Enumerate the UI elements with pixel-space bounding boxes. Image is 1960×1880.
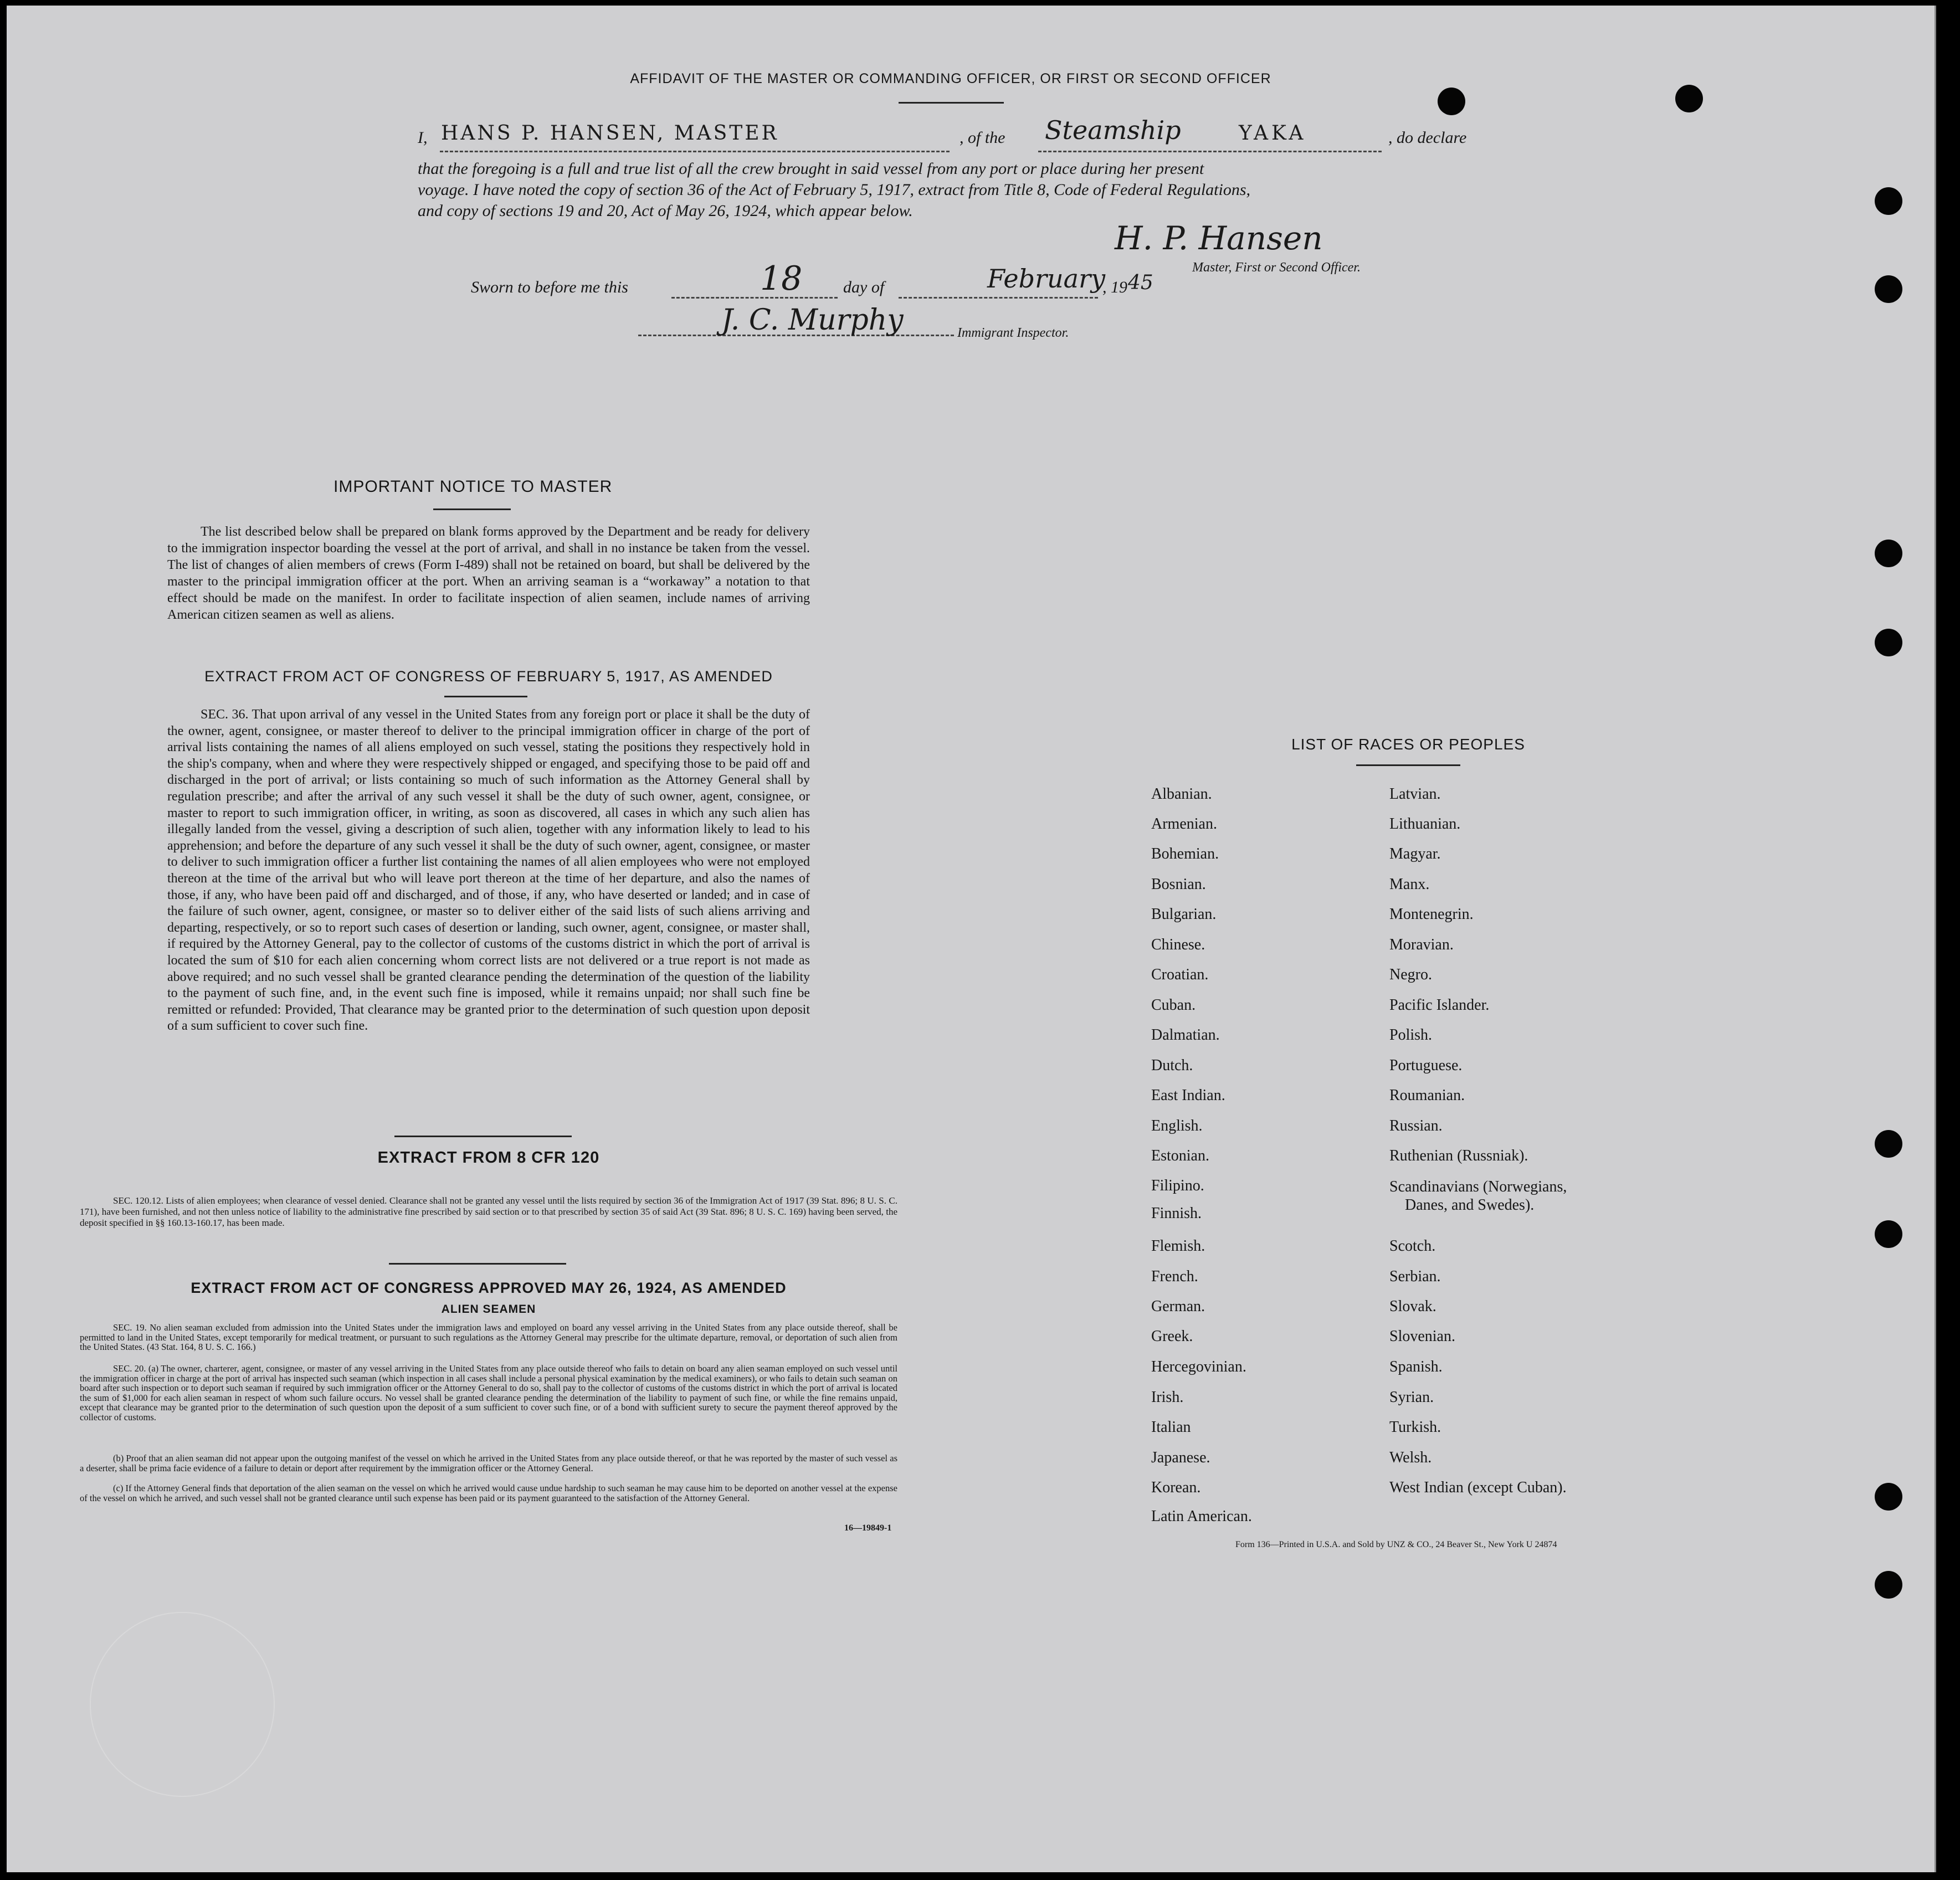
notice-heading: IMPORTANT NOTICE TO MASTER — [333, 477, 613, 496]
race-item: Japanese. — [1151, 1449, 1210, 1466]
act-1924-sec20b: (b) Proof that an alien seaman did not appear upon the outgoing manifest of the vessel on which he arrived in the United States from any place outside thereof, or that he was reported by the master of such vessel as a deserter, shall be prima facie evidence of a failure to detain or deport after requirement by the immigration officer or the Attorney General. — [80, 1453, 897, 1473]
day-line — [671, 297, 838, 299]
race-item: Bulgarian. — [1151, 906, 1217, 923]
race-item: Flemish. — [1151, 1237, 1205, 1255]
race-item: Croatian. — [1151, 966, 1209, 983]
race-item: Montenegrin. — [1389, 906, 1474, 923]
race-item: Dutch. — [1151, 1057, 1193, 1074]
affidavit-line-3: voyage. I have noted the copy of section 36 of the Act of February 5, 1917, extract from Title 8, Code of Federal Regulations, — [418, 181, 1251, 199]
race-item: West Indian (except Cuban). — [1389, 1479, 1567, 1496]
race-item: Bosnian. — [1151, 876, 1206, 893]
sworn-month-value: February — [987, 264, 1106, 294]
master-title-label: Master, First or Second Officer. — [1192, 260, 1361, 275]
act-1924-heading: EXTRACT FROM ACT OF CONGRESS APPROVED MAY 26, 1924, AS AMENDED — [191, 1280, 787, 1296]
punch-hole — [1875, 1483, 1902, 1511]
act-1924-sec19: SEC. 19. No alien seaman excluded from admission into the United States under the immigration laws and employed on board any vessel arriving in the United States from any place outside thereof, shall be permitted to land in the United States, except temporarily for medical treatment, or pursuant to such regulations as the Attorney General may prescribe for the ultimate departure, removal, or deportation of such alien from the United States. (43 Stat. 164, 8 U. S. C. 166.) — [80, 1322, 897, 1352]
race-item: German. — [1151, 1298, 1205, 1315]
race-item: Korean. — [1151, 1479, 1201, 1496]
race-item: Moravian. — [1389, 936, 1454, 953]
race-item: Chinese. — [1151, 936, 1205, 953]
act-1917-heading: EXTRACT FROM ACT OF CONGRESS OF FEBRUARY 5, 1917, AS AMENDED — [204, 668, 773, 685]
form-imprint: Form 136—Printed in U.S.A. and Sold by UNZ & CO., 24 Beaver St., New York U 24874 — [1235, 1540, 1557, 1549]
sworn-day-value: 18 — [760, 259, 803, 298]
race-item: Pacific Islander. — [1389, 996, 1490, 1014]
race-item: Slovenian. — [1389, 1328, 1455, 1345]
divider — [389, 1263, 566, 1265]
alien-seamen-subheading: ALIEN SEAMEN — [441, 1303, 536, 1316]
punch-hole — [1875, 629, 1902, 656]
race-item: Greek. — [1151, 1328, 1193, 1345]
affidavit-line-4: and copy of sections 19 and 20, Act of May 26, 1924, which appear below. — [418, 202, 913, 220]
punch-hole — [1875, 187, 1902, 215]
declare-label: , do declare — [1388, 129, 1467, 147]
race-item: Latvian. — [1389, 785, 1441, 803]
act-1924-sec20c: (c) If the Attorney General finds that deportation of the alien seaman on the vessel on which he arrived would cause undue hardship to such seaman he may cause him to be deported on another vessel at the expense of the vessel on which he arrived, and such vessel shall not be granted clearance until such expense has been paid or its payment guaranteed to the satisfaction of the Attorney General. — [80, 1483, 897, 1503]
race-item: Hercegovinian. — [1151, 1358, 1246, 1375]
vessel-line — [1038, 151, 1382, 152]
race-item: Manx. — [1389, 876, 1430, 893]
day-of-label: day of — [843, 278, 885, 296]
race-item: Estonian. — [1151, 1147, 1209, 1164]
race-item: Latin American. — [1151, 1508, 1252, 1525]
form-number-left: 16—19849-1 — [844, 1523, 892, 1533]
punch-hole — [1875, 1130, 1902, 1158]
punch-hole — [1875, 1220, 1902, 1248]
race-item: Filipino. — [1151, 1177, 1204, 1194]
race-item: Slovak. — [1389, 1298, 1436, 1315]
punch-hole — [1875, 275, 1902, 303]
race-item: Welsh. — [1389, 1449, 1432, 1466]
race-item: French. — [1151, 1268, 1198, 1285]
inspector-signature: J. C. Murphy — [721, 304, 904, 337]
notice-body: The list described below shall be prepared on blank forms approved by the Department and be ready for delivery to the immigration inspector boarding the vessel at the port of arrival, and shall in no instance be taken from the vessel. The list of changes of alien members of crews (Form I-489) shall not be retained on board, but shall be delivered by the master to the principal immigration officer at the port. When an arriving seaman is a “workaway” a notation to that effect should be made on the manifest. In order to facilitate inspection of alien seamen, include names of arriving American citizen seamen as well as aliens. — [167, 525, 810, 622]
race-item: Negro. — [1389, 966, 1432, 983]
race-item: Ruthenian (Russniak). — [1389, 1147, 1528, 1164]
race-item: Irish. — [1151, 1389, 1184, 1406]
races-heading: LIST OF RACES OR PEOPLES — [1291, 736, 1525, 753]
race-item: Polish. — [1389, 1026, 1433, 1044]
embossed-seal — [90, 1612, 275, 1797]
race-item: Albanian. — [1151, 785, 1212, 803]
race-item: Turkish. — [1389, 1419, 1441, 1436]
race-item: Magyar. — [1389, 845, 1441, 862]
race-item: Scotch. — [1389, 1237, 1436, 1255]
race-item: East Indian. — [1151, 1087, 1225, 1104]
sworn-year-value: 45 — [1128, 271, 1153, 294]
race-item: Armenian. — [1151, 815, 1217, 833]
of-the-label: , of the — [960, 129, 1005, 147]
vessel-name-value: YAKA — [1239, 122, 1307, 145]
cfr-heading: EXTRACT FROM 8 CFR 120 — [377, 1149, 600, 1167]
race-item: English. — [1151, 1117, 1203, 1134]
master-name-line — [440, 151, 950, 152]
cfr-body: SEC. 120.12. Lists of alien employees; when clearance of vessel denied. Clearance shall not be granted any vessel until the lists required by section 36 of the Immigration Act of 1917 (39 Stat. 896; 8 U. S. C. 171), have been furnished, and not then unless notice of liability to the administrative fine prescribed by said section or to that prescribed by section 35 of said Act (39 Stat. 896; 8 U. S. C. 169) having been served, the deposit specified in §§ 160.13-160.17, has been made. — [80, 1195, 897, 1228]
race-item: Portuguese. — [1389, 1057, 1463, 1074]
punch-hole — [1438, 88, 1465, 115]
inspector-label: Immigrant Inspector. — [957, 326, 1069, 340]
month-line — [899, 297, 1098, 299]
punch-hole — [1875, 540, 1902, 567]
divider — [444, 696, 527, 697]
divider — [394, 1136, 572, 1137]
year-prefix-label: , 19 — [1102, 278, 1127, 296]
act-1917-body: SEC. 36. That upon arrival of any vessel in the United States from any foreign port or place it shall be the duty of the owner, agent, consignee, or master thereof to deliver to the principal immigration officer in charge of the port of arrival lists containing the names of all aliens employed on such vessel, stating the positions they respectively hold in the ship's company, when and where they were respectively shipped or engaged, and specifying those to be paid off and discharged in the port of arrival; or lists containing so much of such information as the Attorney General shall by regulation prescribe; and after the arrival of any such vessel it shall be the duty of such owner, agent, consignee, or master to report to such immigration officer, in writing, as soon as discovered, all cases in which any such alien has illegally landed from the vessel, giving a description of such alien, together with any information likely to lead to his apprehension; and before the departure of any such vessel it shall be the duty of such owner, agent, consignee, or master to deliver to such immigration officer a further list containing the names of all alien employees who were not employed thereon at the time of the arrival but who will leave port thereon at the time of her departure, and also the names of those, if any, who have been paid off and discharged, and of those, if any, who have deserted or landed; and in case of the failure of such owner, agent, consignee, or master so to deliver either of the said lists of such aliens arriving and departing, respectively, or so to report such cases of desertion or landing, such owner, agent, consignee, or master shall, if required by the Attorney General, pay to the collector of customs of the customs district in which the port of arrival is located the sum of $10 for each alien concerning whom correct lists are not delivered or a true report is not made as above required; and no such vessel shall be granted clearance pending the determination of the question of the liability to the payment of such fine, and, in the event such fine is imposed, while it remains unpaid; nor shall such fine be remitted or refunded: Provided, That clearance may be granted prior to the determination of such question upon deposit of a sum sufficient to cover such fine. — [167, 707, 810, 1034]
race-item: Italian — [1151, 1419, 1191, 1436]
affidavit-line-2: that the foregoing is a full and true list of all the crew brought in said vessel from any port or place during her present — [418, 160, 1204, 178]
race-item: Danes, and Swedes). — [1405, 1196, 1535, 1214]
race-item: Cuban. — [1151, 996, 1196, 1014]
race-item: Serbian. — [1389, 1268, 1441, 1285]
punch-hole — [1875, 1571, 1902, 1599]
race-item: Scandinavians (Norwegians, — [1389, 1178, 1567, 1195]
punch-hole — [1675, 85, 1703, 112]
race-item: Syrian. — [1389, 1389, 1434, 1406]
vessel-type-value: Steamship — [1045, 115, 1181, 145]
affidavit-heading: AFFIDAVIT OF THE MASTER OR COMMANDING OFFICER, OR FIRST OR SECOND OFFICER — [630, 71, 1271, 86]
master-name-value: HANS P. HANSEN, MASTER — [441, 122, 779, 145]
race-item: Spanish. — [1389, 1358, 1443, 1375]
race-item: Bohemian. — [1151, 845, 1219, 862]
act-1924-sec20a: SEC. 20. (a) The owner, charterer, agent, consignee, or master of any vessel arriving in the United States from any place outside thereof who fails to detain on board any alien seaman employed on such vessel until the immigration officer in charge at the port of arrival has inspected such seaman (which inspection in all cases shall include a personal physical examination by the medical examiners), or who fails to detain such seaman on board after such inspection or to deport such seaman if required by such immigration officer or the Attorney General to do so, shall pay to the collector of customs of the customs district in which the port of arrival is located the sum of $1,000 for each alien seaman in respect of whom such failure occurs. No vessel shall be granted clearance pending the determination of the liability to payment of such fine, or while the fine remains unpaid, except that clearance may be granted prior to the determination of such question upon the deposit of a sum sufficient to cover such fine, or of a bond with sufficient surety to secure the payment thereof approved by the collector of customs. — [80, 1363, 897, 1422]
divider — [1356, 764, 1460, 766]
affidavit-intro: I, — [418, 129, 428, 147]
race-item: Lithuanian. — [1389, 815, 1461, 833]
race-item: Finnish. — [1151, 1205, 1202, 1222]
document-page — [7, 6, 1936, 1872]
race-item: Dalmatian. — [1151, 1026, 1220, 1044]
sworn-label: Sworn to before me this — [471, 278, 628, 296]
divider — [433, 508, 511, 510]
divider — [899, 102, 1004, 104]
race-item: Russian. — [1389, 1117, 1443, 1134]
race-item: Roumanian. — [1389, 1087, 1465, 1104]
master-signature: H. P. Hansen — [1115, 219, 1323, 257]
